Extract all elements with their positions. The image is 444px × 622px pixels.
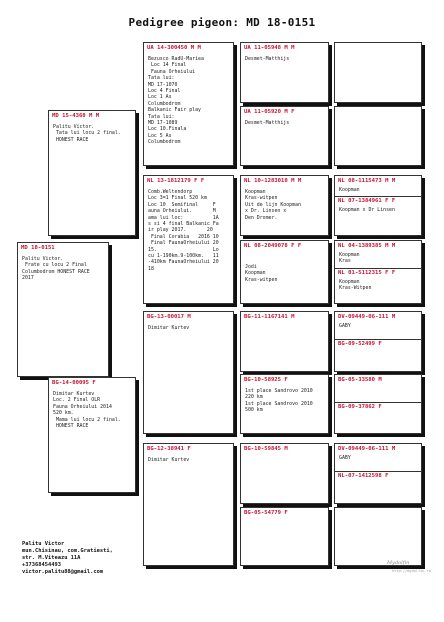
ring-number: NL 07-1384961 F F (338, 198, 396, 205)
pigeon-notes: Palitu Victor. Tata lui locu 2 final. HONEST RACE (53, 124, 121, 143)
ring-number: NL 13-1812179 F F (147, 178, 205, 184)
pigeon-card-dss[interactable] (240, 311, 329, 372)
ring-number: UA 11-05920 M F (244, 109, 295, 115)
pigeon-card-ssd[interactable] (240, 106, 329, 166)
pigeon-card-dss-pair[interactable] (334, 311, 422, 372)
pigeon-notes: Dimitar Kurtev Loc. 2 Final OLR Fauna Orheiului 2014 520 km. Mama lui locu 2 final. HONEST RACE (53, 391, 121, 430)
pigeon-notes: Comb.Weltendorp Loc 3=1 Final 520 km Loc 10 Semifinal F auna Orheiului. M ama lui loc: 1A s si 4 final Balkanic Fa ir play 2017. 20 Final Corabia 2016 10 Final FaunaOrheiului 20 15. Lo cu 1-190km.9-100km. 11 -410km FaunaOrheiului 20 18 (148, 189, 219, 272)
ring-number: BG-10-58925 F (244, 377, 288, 383)
pigeon-notes: Dimitar Kurtev (148, 325, 190, 331)
ring-number: BG-13-00017 M (147, 314, 191, 320)
ring-number: MD 15-4360 M M (52, 113, 100, 119)
ring-number (335, 107, 421, 109)
pigeon-card-ddd[interactable] (240, 507, 329, 566)
ring-number (335, 508, 421, 510)
pigeon-card-sds-pair[interactable] (334, 175, 422, 236)
pigeon-notes (241, 453, 328, 457)
pigeon-notes: GABY (339, 455, 351, 461)
pigeon-notes: 1st place Sandrovo 2010 220 km 1st place Sandrovo 2010 500 km (245, 388, 313, 414)
pigeon-notes: Koopman Kras (339, 252, 360, 265)
ring-number: UA 11-05948 M M (244, 45, 295, 51)
pigeon-card-sdd-pair[interactable] (334, 240, 422, 304)
pigeon-notes (241, 517, 328, 521)
pigeon-notes: GABY (339, 323, 351, 329)
watermark-url[interactable]: http://mydolfin.ro (392, 569, 431, 573)
pigeon-notes: Palitu Victor. Frate cu locu 2 Final Columbodrom HONEST RACE 2017 (22, 256, 90, 282)
pigeon-card-dsd-pair[interactable] (334, 374, 422, 434)
pigeon-card-ss[interactable] (143, 42, 234, 166)
ring-number: BG-05-33580 M (338, 377, 382, 383)
pigeon-notes: Desmet-Matthijs (245, 120, 290, 126)
ring-number (335, 43, 421, 45)
pigeon-notes: Koopman (339, 187, 360, 193)
pigeon-card-ddd-pair[interactable] (334, 507, 422, 566)
ring-number: NL 08-2049078 F F (244, 243, 302, 249)
pigeon-card-dds-pair[interactable] (334, 443, 422, 504)
pigeon-card-dd[interactable] (143, 443, 234, 566)
owner-address-line2: str. M.Viteazu 11A (22, 555, 81, 561)
ring-number: BG-05-54779 F (244, 510, 288, 516)
ring-number: NL-07-1412598 F (338, 473, 389, 480)
pigeon-notes (241, 321, 328, 325)
ring-number: BG-12-38941 F (147, 446, 191, 452)
pigeon-card-sd-pair[interactable] (334, 106, 422, 166)
pigeon-card-dam[interactable] (48, 377, 136, 493)
owner-phone: +37368454493 (22, 562, 61, 568)
ring-number: BG-09-37862 F (338, 404, 382, 410)
owner-email[interactable]: victor.palitu88@gmail.com (22, 569, 104, 575)
ring-number: BG-10-59845 M (244, 446, 288, 452)
pigeon-card-sdd[interactable] (240, 240, 329, 304)
page-title: Pedigree pigeon: MD 18-0151 (128, 16, 316, 29)
pigeon-notes: Dimitar Kurtev (148, 457, 190, 463)
pigeon-card-dds[interactable] (240, 443, 329, 504)
ring-number: MD 18-0151 (21, 245, 55, 251)
pigeon-notes: Bezusco RadU-Mariea Loc 14 Final Fauna Orheiului Tata lui: MD 17-1070 Loc 4 Final Loc 1 As Columbodrom Balkanic Fair play Tata lui: MD 17-1089 Loc 10.Finala Loc 5 As Columbodrom (148, 56, 204, 146)
pigeon-notes: Desmet-Matthijs (245, 56, 290, 62)
pigeon-notes: Koopman x Dr Linsen (339, 207, 395, 214)
pigeon-notes: Koopman Kras-witpen Uit de lijn Koopman x Dr. Linsen x Den Dromer. (245, 189, 301, 221)
pigeon-card-sss[interactable] (240, 42, 329, 103)
owner-name: Palitu Victor (22, 541, 65, 547)
ring-number: NL 08-1115473 M M (338, 178, 396, 184)
owner-info (22, 541, 113, 576)
pigeon-card-sd[interactable] (143, 175, 234, 304)
ring-number: DV-09449-06-111 M (338, 446, 396, 452)
ring-number: UA 14-300450 M M (147, 45, 201, 51)
pigeon-card-dsd[interactable] (240, 374, 329, 434)
watermark-signature: Mydolfin (387, 560, 410, 566)
pigeon-notes: Jodi Koopman Kras-witpen (245, 264, 278, 283)
pigeon-card-sds[interactable] (240, 175, 329, 236)
pigeon-card-subject[interactable] (17, 242, 109, 377)
ring-number: DV-09449-06-111 M (338, 314, 396, 320)
pigeon-card-ds[interactable] (143, 311, 234, 434)
pigeon-notes: Koopman Kras-Witpen (339, 278, 372, 292)
ring-number: BG-09-52499 F (338, 341, 382, 348)
ring-number: BG-14-00095 F (52, 380, 96, 386)
pigeon-card-sire[interactable] (48, 110, 136, 236)
ring-number: NL 01-5112315 F F (338, 269, 396, 276)
owner-address-line1: mun.Chisinau, com.Gratiesti, (22, 548, 113, 554)
ring-number: BG-11-1167141 M (244, 314, 295, 320)
pigeon-card-ss-pair[interactable] (334, 42, 422, 103)
ring-number: NL 10-1283010 M M (244, 178, 302, 184)
ring-number: NL 04-1389385 M M (338, 243, 396, 249)
